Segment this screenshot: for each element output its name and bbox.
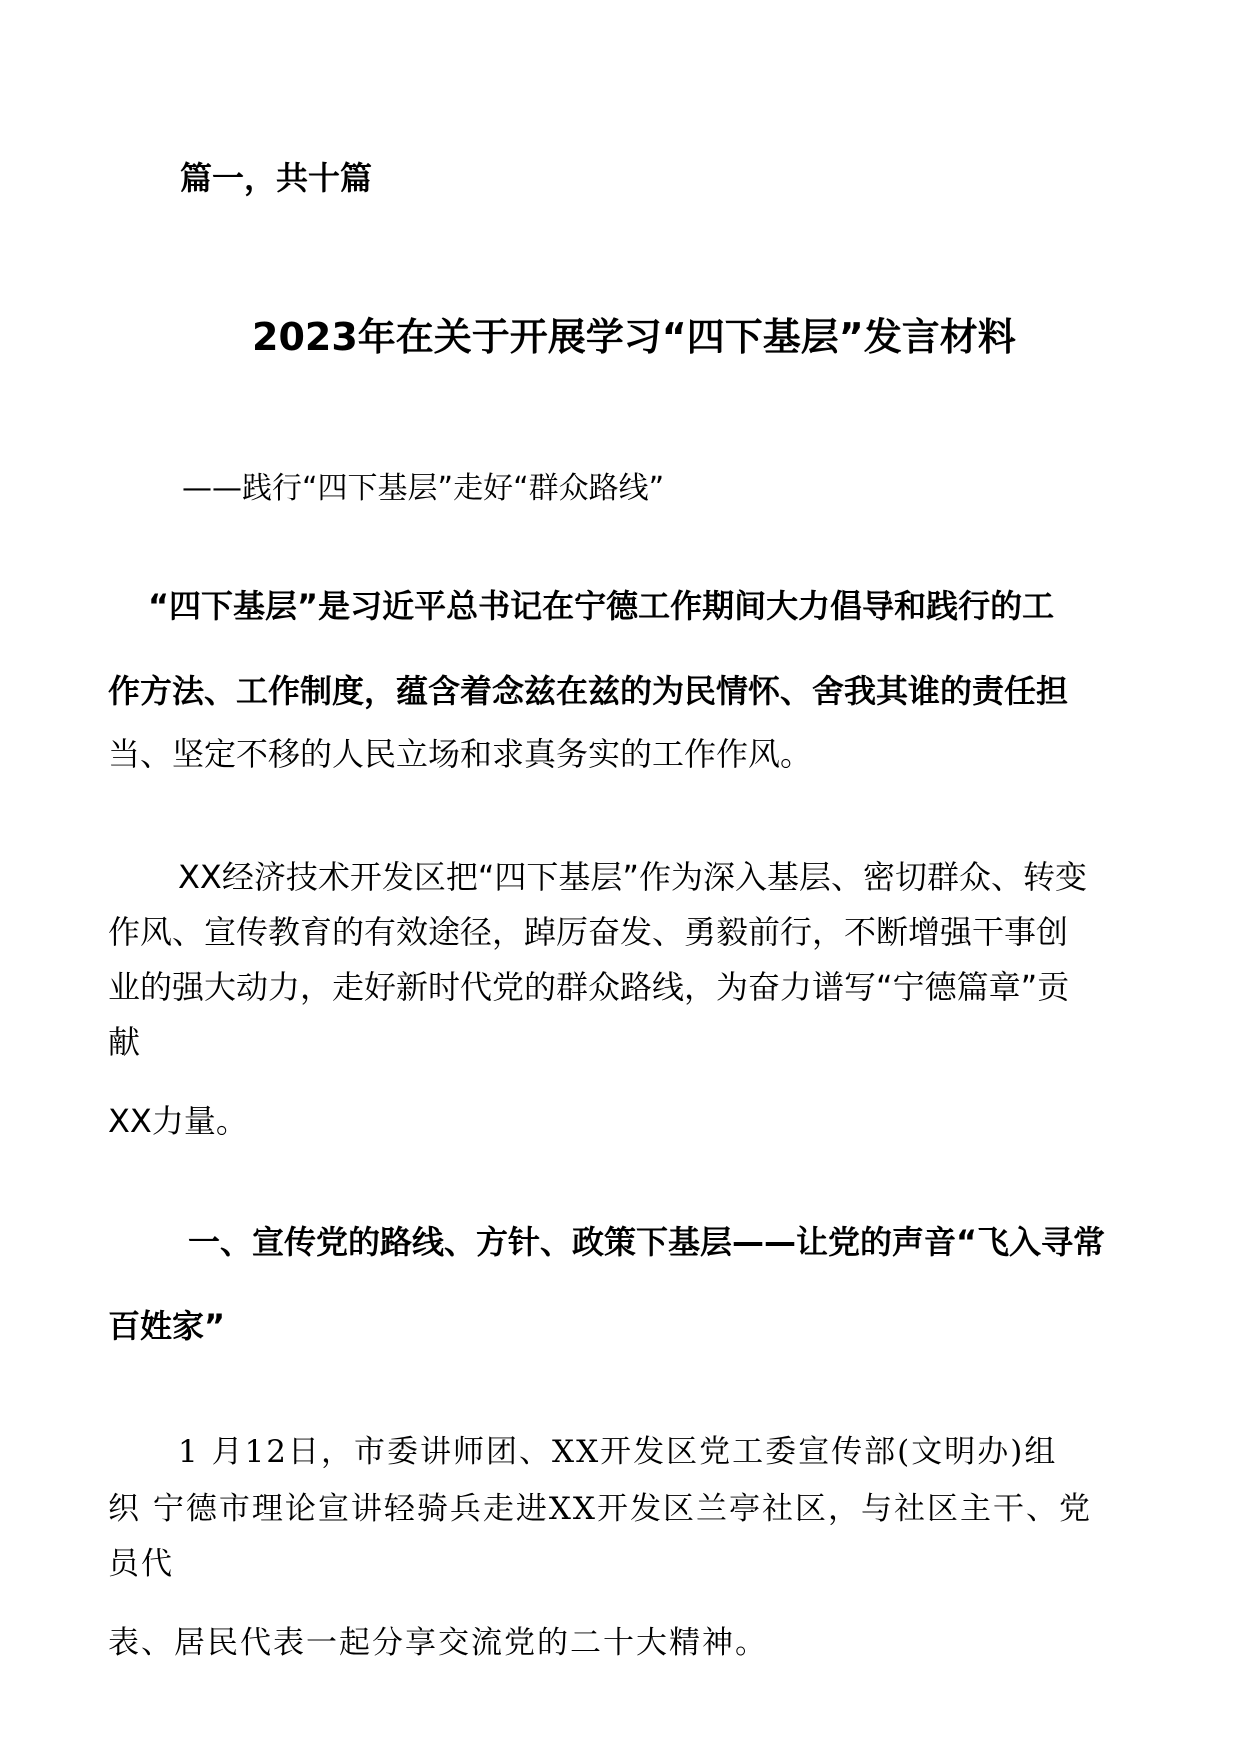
intro-line: “四下基层”是习近平总书记在宁德工作期间大力倡导和践行的工 xyxy=(148,587,1055,625)
paragraph-line: 业的强大动力，走好新时代党的群众路线，为奋力谱写“宁德篇章”贡 xyxy=(108,968,1070,1006)
paragraph-line: 献 xyxy=(108,1023,141,1061)
intro-line: 作方法、工作制度，蕴含着念兹在兹的为民情怀、舍我其谁的责任担 xyxy=(108,672,1069,710)
paragraph-line: XX力量。 xyxy=(108,1102,248,1140)
document-subtitle: ——践行“四下基层”走好“群众路线” xyxy=(182,471,665,506)
intro-line: 当、坚定不移的人民立场和求真务实的工作作风。 xyxy=(108,735,813,773)
paragraph-line: 员代 xyxy=(108,1546,174,1582)
paragraph-line: 1 月12日，市委讲师团、XX开发区党工委宣传部(文明办)组 xyxy=(178,1434,1058,1470)
paragraph-line: XX经济技术开发区把“四下基层”作为深入基层、密切群众、转变 xyxy=(178,858,1088,896)
heading-line: 百姓家” xyxy=(108,1307,226,1345)
paragraph-line: 表、居民代表一起分享交流党的二十大精神。 xyxy=(108,1625,768,1661)
document-title: 2023年在关于开展学习“四下基层”发言材料 xyxy=(252,315,1016,359)
section-label: 篇一，共十篇 xyxy=(180,159,373,197)
paragraph-line: 织 宁德市理论宣讲轻骑兵走进XX开发区兰亭社区，与社区主干、党 xyxy=(108,1491,1092,1527)
paragraph-line: 作风、宣传教育的有效途径，踔厉奋发、勇毅前行，不断增强干事创 xyxy=(108,913,1069,951)
heading-line: 一、宣传党的路线、方针、政策下基层——让党的声音“飞入寻常 xyxy=(188,1223,1106,1261)
